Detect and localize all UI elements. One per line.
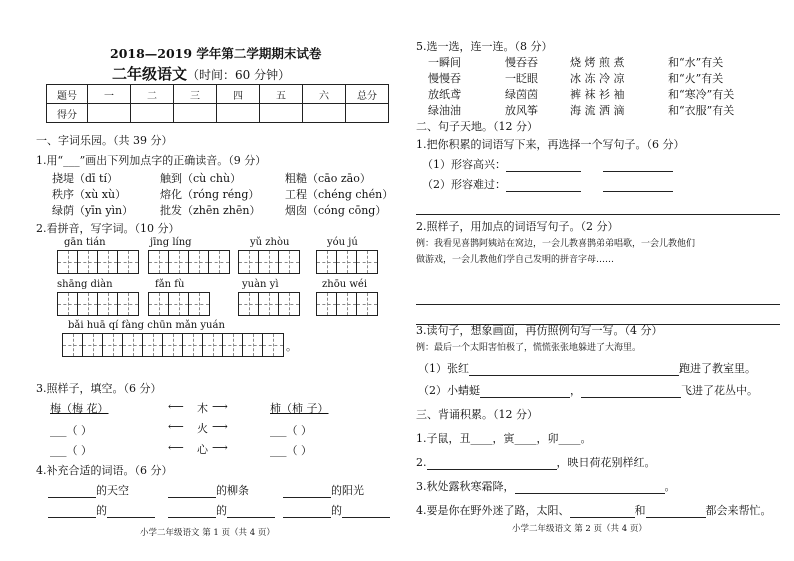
double-arrow-icon: ⟵: [168, 420, 184, 433]
answer-line[interactable]: [416, 204, 780, 215]
exam-title: 2018—2019 学年第二学期期末试卷: [110, 46, 322, 61]
q1-item[interactable]: 触到（cù chù）: [160, 172, 242, 185]
answer-line[interactable]: [48, 507, 96, 518]
r3-prefix: （2）小蜻蜓: [418, 384, 480, 397]
writing-grid[interactable]: [57, 292, 139, 316]
answer-line[interactable]: [603, 181, 673, 192]
s4-end: 都会来帮忙。: [705, 504, 772, 517]
r3-prefix: （1）张红: [418, 362, 469, 375]
answer-line[interactable]: [283, 487, 331, 498]
answer-line[interactable]: [515, 483, 665, 494]
s-question-3: [416, 478, 676, 494]
s-question-2: [416, 454, 656, 470]
r-question-1: 1.把你积累的词语写下来，再选择一个写句子。（6 分）: [416, 138, 685, 151]
q1-item[interactable]: 熔化（róng réng）: [160, 188, 260, 201]
question-4: 4.补充合适的词语。（6 分）: [36, 464, 173, 477]
score-cell: 四: [217, 85, 260, 104]
r1-label: （1）形容高兴：: [422, 158, 506, 171]
pinyin-label: zhōu wéi: [322, 279, 368, 290]
page-footer-left: 小学二年级语文 第 1 页（共 4 页）: [140, 528, 275, 538]
s2-suffix: ，映日荷花别样红。: [556, 456, 656, 469]
r2-answer-line[interactable]: [416, 286, 780, 305]
score-cell: 得分: [47, 104, 88, 123]
score-cell: 三: [174, 85, 217, 104]
q3-blank-right[interactable]: ___（ ）: [270, 444, 312, 457]
score-input-cell[interactable]: [346, 104, 389, 123]
s2-number: 2.: [416, 456, 427, 469]
score-cell: 题号: [47, 85, 88, 104]
q4-word: 的: [331, 504, 342, 517]
q3-center-char: 火: [197, 422, 208, 435]
r1-prompt: [422, 176, 673, 192]
answer-line[interactable]: [416, 294, 780, 305]
q4-fill-item[interactable]: [48, 482, 129, 498]
answer-line[interactable]: [427, 459, 557, 470]
answer-line[interactable]: [227, 507, 275, 518]
writing-grid[interactable]: [148, 250, 230, 274]
answer-line[interactable]: [646, 507, 706, 518]
q4-word: 的: [96, 504, 107, 517]
q4-word: 的: [216, 504, 227, 517]
s-question-1[interactable]: 1.子鼠，丑____，寅____，卯____。: [416, 432, 592, 445]
q5-category[interactable]: 和“衣服”有关: [668, 104, 735, 117]
double-arrow-icon: ⟶: [212, 400, 228, 413]
s3-period: 。: [664, 480, 676, 493]
q3-blank-left[interactable]: ___（ ）: [50, 444, 92, 457]
q5-mid-word[interactable]: 绿茵茵: [505, 88, 538, 101]
r2-example-cont: 做游戏，一会儿教他们学自己发明的拼音字母……: [416, 255, 615, 265]
r2-example: 例：我看见喜鹊阿姨站在窝边，一会儿教喜鹊弟弟唱歌，一会儿教他们: [416, 239, 696, 249]
score-cell: 二: [131, 85, 174, 104]
writing-grid[interactable]: [238, 292, 300, 316]
q4-fill-item[interactable]: [168, 482, 249, 498]
q1-item[interactable]: 工程（chéng chén）: [285, 188, 394, 201]
q5-mid-word[interactable]: 慢吞吞: [505, 56, 538, 69]
q1-item[interactable]: 挠堤（dī tí）: [52, 172, 118, 185]
q3-center-char: 心: [197, 443, 208, 456]
double-arrow-icon: ⟶: [212, 420, 228, 433]
r-question-3: 3.读句子，想象画面，再仿照例句写一写。（4 分）: [416, 324, 663, 337]
q5-mid-word[interactable]: 一眨眼: [505, 72, 538, 85]
writing-grid[interactable]: [316, 292, 378, 316]
q1-item[interactable]: 粗糙（cāo zāo）: [285, 172, 371, 185]
answer-line[interactable]: [342, 507, 390, 518]
q5-category[interactable]: 和“寒冷”有关: [668, 88, 735, 101]
q1-item[interactable]: 批发（zhēn zhēn）: [160, 204, 261, 217]
r3-suffix: 飞进了花丛中。: [681, 384, 758, 397]
score-input-cell[interactable]: [303, 104, 346, 123]
r1-prompt: [422, 156, 673, 172]
q5-category[interactable]: 和“火”有关: [668, 72, 724, 85]
r3-comma: ，: [570, 384, 581, 397]
score-table-header-row: [47, 85, 389, 104]
answer-line[interactable]: [570, 507, 635, 518]
score-cell: 五: [260, 85, 303, 104]
section-1-heading: 一、字词乐园。（共 39 分）: [36, 134, 173, 147]
q5-char-group[interactable]: 烧 烤 煎 煮: [570, 56, 625, 69]
answer-line[interactable]: [48, 487, 96, 498]
score-input-cell[interactable]: [88, 104, 131, 123]
section-2-heading: 二、句子天地。（12 分）: [416, 120, 538, 133]
q5-left-word[interactable]: 绿油油: [428, 104, 461, 117]
answer-line[interactable]: [469, 365, 679, 376]
subject-title: [112, 63, 290, 84]
answer-line[interactable]: [506, 181, 581, 192]
pinyin-label: yóu jú: [327, 237, 358, 248]
r3-example: 例：最后一个太阳害怕极了，慌慌张张地躲进了大海里。: [416, 343, 642, 353]
question-3: 3.照样子，填空。（6 分）: [36, 382, 162, 395]
q1-item[interactable]: 秩序（xù xù）: [52, 188, 127, 201]
score-cell: 六: [303, 85, 346, 104]
writing-grid[interactable]: [148, 292, 210, 316]
q5-mid-word[interactable]: 放风筝: [505, 104, 538, 117]
q5-category[interactable]: 和“水”有关: [668, 56, 724, 69]
q5-left-word[interactable]: 慢慢吞: [428, 72, 461, 85]
s4-and: 和: [634, 504, 646, 517]
answer-line[interactable]: [506, 161, 581, 172]
q3-example-right: 柿（柿 子）: [270, 402, 329, 415]
score-table: [46, 84, 389, 123]
q3-example-left: 梅（梅 花）: [50, 402, 109, 415]
r3-item: [418, 360, 756, 376]
writing-grid[interactable]: [62, 333, 284, 357]
answer-line[interactable]: [581, 387, 681, 398]
writing-grid[interactable]: [238, 250, 300, 274]
r3-item: [418, 382, 758, 398]
period-mark: 。: [286, 340, 297, 353]
answer-line[interactable]: [480, 387, 570, 398]
answer-line[interactable]: [283, 507, 331, 518]
question-2: 2.看拼音，写字词。（10 分）: [36, 222, 180, 235]
q1-item[interactable]: 烟囱（cóng cōng）: [285, 204, 387, 217]
score-cell: 一: [88, 85, 131, 104]
score-input-cell[interactable]: [131, 104, 174, 123]
answer-line[interactable]: [168, 487, 216, 498]
pinyin-label: jīng líng: [150, 237, 192, 248]
s3-prefix: 3.秋处露秋寒霜降，: [416, 480, 515, 493]
q4-word: 的阳光: [331, 484, 364, 497]
score-input-cell[interactable]: [260, 104, 303, 123]
q1-item[interactable]: 绿荫（yīn yìn）: [52, 204, 134, 217]
pinyin-label: gān tián: [64, 237, 106, 248]
writing-grid[interactable]: [316, 250, 378, 274]
pinyin-label: yǔ zhòu: [250, 237, 290, 248]
pinyin-label: bǎi huā qí fàng chūn mǎn yuán: [68, 320, 225, 331]
q5-char-group[interactable]: 裤 袜 衫 袖: [570, 88, 625, 101]
q3-blank-right[interactable]: ___（ ）: [270, 424, 312, 437]
q4-word: 的天空: [96, 484, 129, 497]
page-footer-right: 小学二年级语文 第 2 页（共 4 页）: [512, 524, 647, 534]
double-arrow-icon: ⟶: [212, 441, 228, 454]
r1-label: （2）形容难过：: [422, 178, 506, 191]
q5-left-word[interactable]: 放纸鸢: [428, 88, 461, 101]
q4-fill-item[interactable]: [283, 502, 390, 518]
double-arrow-icon: ⟵: [168, 400, 184, 413]
writing-grid[interactable]: [57, 250, 139, 274]
pinyin-label: yuàn yì: [242, 279, 279, 290]
exam-time: （时间：60 分钟）: [187, 68, 291, 82]
score-table-score-row: [47, 104, 389, 123]
r-question-2: 2.照样子，用加点的词语写句子。（2 分）: [416, 220, 619, 233]
pinyin-label: fǎn fù: [155, 279, 185, 290]
q5-left-word[interactable]: 一瞬间: [428, 56, 461, 69]
pinyin-label: shāng diàn: [57, 279, 113, 290]
q3-center-char: 木: [197, 402, 208, 415]
subject-name: 二年级语文: [112, 65, 188, 83]
q4-fill-item[interactable]: [48, 502, 155, 518]
answer-line[interactable]: [107, 507, 155, 518]
answer-line[interactable]: [603, 161, 673, 172]
question-1: 1.用“___”画出下列加点字的正确读音。（9 分）: [36, 154, 267, 167]
double-arrow-icon: ⟵: [168, 441, 184, 454]
q4-fill-item[interactable]: [168, 502, 275, 518]
q4-fill-item[interactable]: [283, 482, 364, 498]
s-question-4: [416, 502, 772, 518]
q5-char-group[interactable]: 冰 冻 冷 凉: [570, 72, 625, 85]
q3-blank-left[interactable]: ___（ ）: [50, 424, 92, 437]
score-cell: 总分: [346, 85, 389, 104]
s4-prefix: 4.要是你在野外迷了路，太阳、: [416, 504, 570, 517]
score-input-cell[interactable]: [217, 104, 260, 123]
question-5: 5.选一选，连一连。（8 分）: [416, 40, 553, 53]
score-input-cell[interactable]: [174, 104, 217, 123]
answer-line[interactable]: [168, 507, 216, 518]
q4-word: 的柳条: [216, 484, 249, 497]
r1-sentence-line[interactable]: [416, 196, 780, 215]
q5-char-group[interactable]: 海 流 洒 滴: [570, 104, 625, 117]
section-3-heading: 三、背诵积累。（12 分）: [416, 408, 538, 421]
r3-suffix: 跑进了教室里。: [679, 362, 756, 375]
